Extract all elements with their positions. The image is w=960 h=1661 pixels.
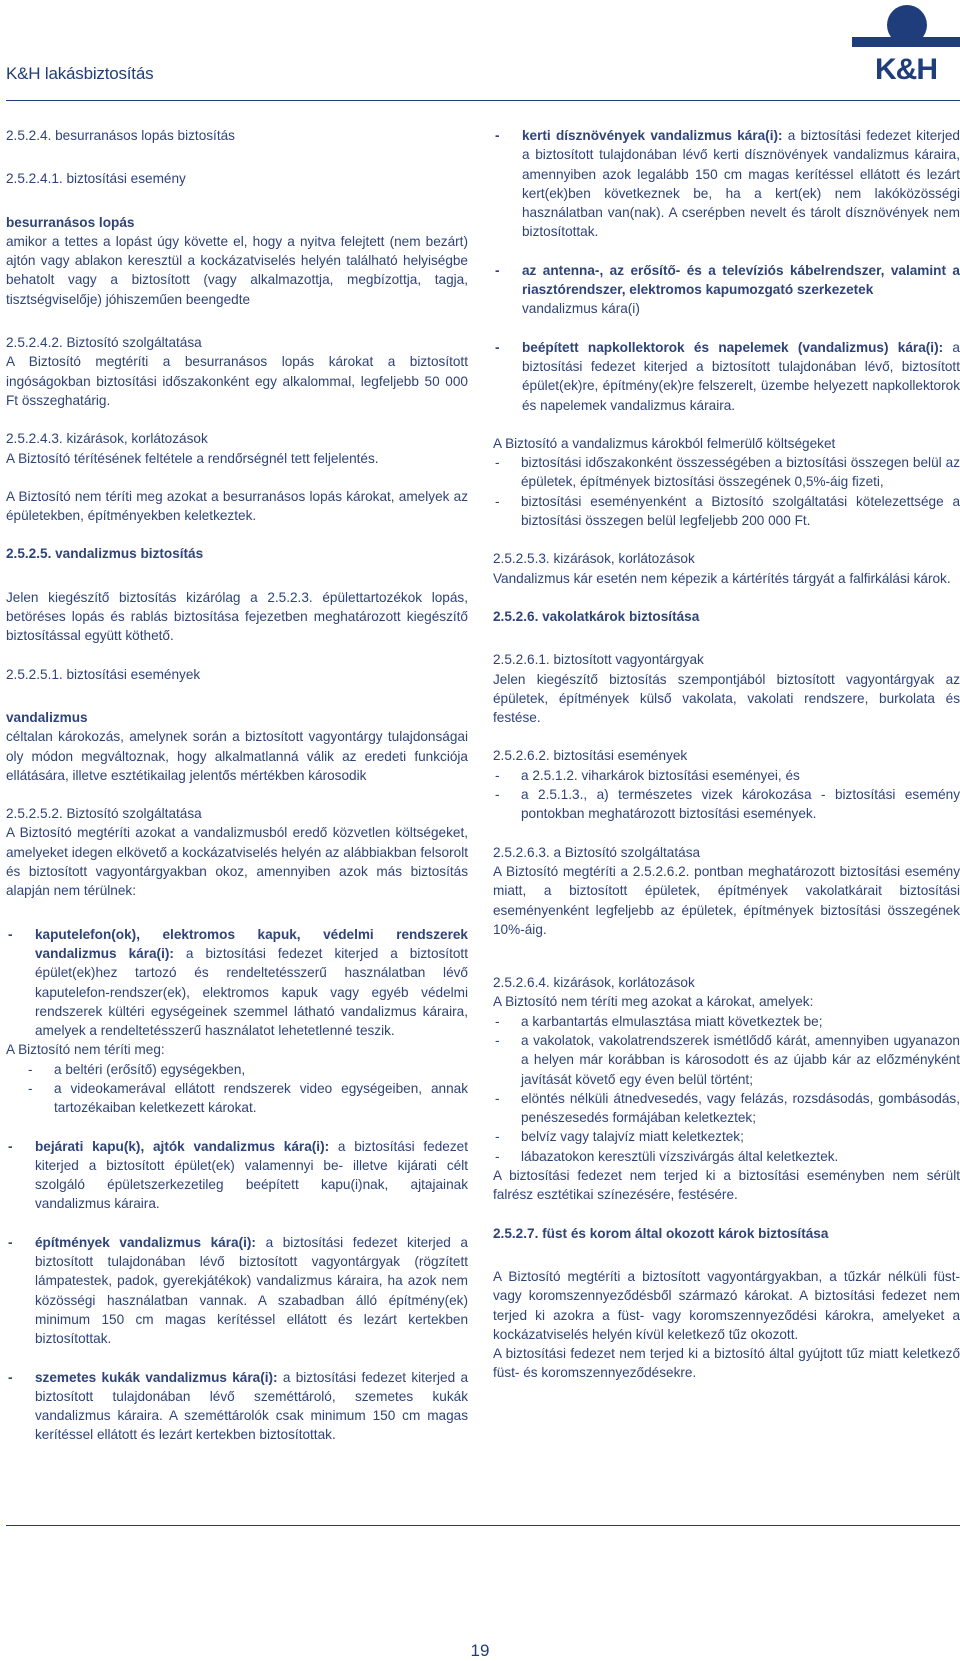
subsection-heading: 2.5.2.4.2. Biztosító szolgáltatása — [6, 335, 202, 351]
item-title: az antenna-, az erősítő- és a televíziós kábelrendszer, valamint a riasztórendszer, elektromos kapumozgató szerkezetek — [522, 262, 960, 298]
header-divider — [6, 100, 960, 101]
left-column — [6, 126, 468, 1445]
paragraph: Jelen kiegészítő biztosítás kizárólag a 2.5.2.3. épülettartozékok lopás, betöréses lopás és rablás biztosítása fejezetben meghatározott kiegészítő biztosítással együtt köthető. — [6, 589, 468, 644]
item-title: építmények vandalizmus kára(i): — [35, 1234, 256, 1250]
item-text: a biztosítási fedezet kiterjed a biztosított tulajdonában lévő szeméttároló, szemetes kukák vandalizmus káraira. A szeméttárolók csak minimum 150 cm magas kerítéssel ellátott és lezárt kertekben biztosítottak. — [35, 1369, 468, 1443]
costs-list — [473, 453, 960, 530]
subsection-heading: 2.5.2.5.3. kizárások, korlátozások — [493, 551, 695, 567]
list-item — [6, 1233, 468, 1349]
section-heading: 2.5.2.6. vakolatkárok biztosítása — [493, 608, 700, 624]
section-heading: 2.5.2.5. vandalizmus biztosítás — [6, 546, 204, 562]
paragraph: amikor a tettes a lopást úgy követte el, hogy a nyitva felejtett (nem bezárt) ajtón vagy ablakon keresztül a kockázatviselés helyén található helyiségbe behatolt vagy a biztosított (vagy alkalmazottja, megbízottja, tagja, tisztségviselője) jóhiszeműen beengedte — [6, 233, 468, 307]
list-item — [6, 925, 468, 1118]
item-text: a biztosítási fedezet kiterjed a biztosított épület(ek)hez tartozó és rendeltetésszerű használatban lévő kaputelefon-rendszer(ek), elektromos kapuk vagy egyéb védelmi rendszerek kültéri egységeinek szemmel látható vandalizmus káraira, amelyek a rendeltetésszerű használatot lehetetlenné teszik. — [35, 945, 468, 1039]
list-item: - biztosítási eseményenként a Biztosító szolgáltatási kötelezettsége a biztosítási összegen belül legfeljebb 200 000 Ft. — [473, 492, 960, 531]
paragraph: A Biztosító megtéríti a 2.5.2.6.2. pontban meghatározott biztosítási esemény miatt, a biztosított épületek, építmények vakolatkárait biztosítási eseményenként legfeljebb az épületek, építmények biztosítási összegének 10%-áig. — [493, 863, 960, 937]
section-heading: 2.5.2.4. besurranásos lopás biztosítás — [6, 128, 235, 143]
list-item: - a 2.5.1.2. viharkárok biztosítási eseményei, és — [473, 766, 960, 785]
page-header — [0, 0, 960, 100]
term-title: besurranásos lopás — [6, 214, 135, 230]
paragraph: Jelen kiegészítő biztosítás szempontjából biztosított vagyontárgyak az épületek, építmények külső vakolata, vakolati rendszere, burkolata és festése. — [493, 671, 960, 726]
item-text: a biztosítási fedezet kiterjed a biztosított tulajdonában lévő biztosított vagyontárgyak (rögzített lámpatestek, padok, gyerekjátékok) vandalizmus káraira, ha azok nem közösségi használatban vannak. A szabadban álló építmény(ek) minimum 150 cm magas kerítéssel ellátott és lezárt kertekben biztosítottak. — [35, 1234, 468, 1347]
list-item: - a beltéri (erősítő) egységekben, — [6, 1060, 468, 1079]
list-item: - a vakolatok, vakolatrendszerek ismétlődő kárát, amennyiben ugyanazon a helyen már korábban is károsodott és az újabb kár az előzményként javítását követő egy éven belül történt; — [473, 1031, 960, 1089]
paragraph: A Biztosító a vandalizmus károkból felmerülő költségeket — [493, 435, 836, 451]
list-item: - belvíz vagy talajvíz miatt keletkeztek; — [473, 1127, 960, 1146]
list-item: - a videokamerával ellátott rendszerek video egységeiben, annak tartozékaiban keletkezett károkat. — [6, 1079, 468, 1118]
list-item: - lábazatokon keresztüli vízszivárgás által keletkeztek. — [473, 1147, 960, 1166]
item-title: kerti dísznövények vandalizmus kára(i): — [522, 128, 783, 143]
subsection-heading: 2.5.2.6.3. a Biztosító szolgáltatása — [493, 844, 701, 860]
subsection-heading: 2.5.2.4.1. biztosítási esemény — [6, 171, 186, 187]
section-heading: 2.5.2.7. füst és korom által okozott károk biztosítása — [493, 1225, 829, 1241]
item-text: a biztosítási fedezet kiterjed a biztosított tulajdonában lévő kerti dísznövények vandalizmus káraira, amennyiben azok legalább 150 cm magas kerítéssel ellátott és lezárt kert(ek)ben következnek be, ha a kert(ek) nem lakóközösségi használatban van(nak). A cserépben nevelt és tárolt dísznövények nem biztosítottak. — [522, 128, 960, 240]
coverage-list-continued — [493, 126, 960, 415]
footer-divider — [6, 1525, 960, 1526]
term-title: vandalizmus — [6, 709, 88, 725]
subsection-heading: 2.5.2.6.2. biztosítási események — [493, 748, 688, 764]
paragraph: A Biztosító nem téríti meg azokat a károkat, amelyek: — [493, 994, 814, 1010]
paragraph: A Biztosító megtéríti a besurranásos lopás károkat a biztosított ingóságokban biztosítási időszakonként egy alkalommal, legfeljebb 50 000 Ft összeghatárig. — [6, 354, 468, 408]
item-title: bejárati kapu(k), ajtók vandalizmus kára(i): — [35, 1138, 330, 1154]
item-text: a biztosítási fedezet kiterjed a biztosított épület(ek) valamennyi be- illetve kijárati célt szolgáló épületszerkezetileg beépített kapu(i)nak, ajtajainak vandalizmus káraira. — [35, 1138, 468, 1212]
page-number: 19 — [470, 1641, 490, 1660]
paragraph: A Biztosító megtéríti azokat a vandalizmusból eredő közvetlen költségeket, amelyeket idegen elkövető a kockázatviselés helyén az alábbiakban felsorolt és biztosított vagyontárgyakban okoz, amennyiben azok más biztosítás alapján nem térülnek: — [6, 825, 468, 899]
paragraph: céltalan károkozás, amelynek során a biztosított vagyontárgy tulajdonságai oly módon megváltoznak, hogy alkalmatlanná válik az eredeti funkciója ellátására, illetve esztétikailag jelentős mértékben károsodik — [6, 729, 468, 783]
logo-text: K&H — [875, 53, 937, 86]
document-title: K&H lakásbiztosítás — [6, 64, 154, 83]
subsection-heading: 2.5.2.4.3. kizárások, korlátozások — [6, 431, 208, 447]
list-item — [6, 1368, 468, 1445]
paragraph: A Biztosító megtéríti a biztosított vagyontárgyakban, a tűzkár nélküli füst- vagy koromszennyeződésből származó károkat. A biztosítási fedezet nem terjed ki azokra a füst- vagy koromszennyeződési károkra, amelyeket a kockázatviselés helyén kívül keletkező tűz okozott. — [493, 1268, 960, 1342]
subsection-heading: 2.5.2.6.4. kizárások, korlátozások — [493, 975, 695, 991]
logo-mark-icon — [852, 3, 960, 53]
subsection-heading: 2.5.2.5.2. Biztosító szolgáltatása — [6, 806, 202, 822]
coverage-list — [6, 925, 468, 1445]
item-title: szemetes kukák vandalizmus kára(i): — [35, 1369, 278, 1385]
paragraph: A Biztosító nem téríti meg azokat a besurranásos lopás károkat, amelyek az épületekben, építményekben keletkeztek. — [6, 488, 468, 524]
item-title: kaputelefon(ok), elektromos kapuk, védelmi rendszerek vandalizmus kára(i): — [35, 926, 468, 961]
list-item — [493, 261, 960, 319]
exclusions-list — [473, 1012, 960, 1166]
item-text: a biztosítási fedezet kiterjed a biztosított tulajdonában lévő, biztosított épület(ek)re, építmény(ek)re felszerelt, üzembe helyezett napkollektorok és napelemek vandalizmus káraira. — [522, 339, 960, 413]
list-item — [493, 126, 960, 242]
subsection-heading: 2.5.2.6.1. biztosított vagyontárgyak — [493, 652, 704, 668]
subsection-heading: 2.5.2.5.1. biztosítási események — [6, 666, 201, 682]
paragraph: Vandalizmus kár esetén nem képezik a kártérítés tárgyát a falfirkálási károk. — [493, 570, 951, 586]
right-column — [493, 126, 960, 1383]
paragraph: A biztosítási fedezet nem terjed ki a biztosító által gyújtott tűz miatt keletkező füst- és koromszennyeződésekre. — [493, 1346, 960, 1381]
exclusion-intro: A Biztosító nem téríti meg: — [6, 1042, 165, 1058]
list-item: - a karbantartás elmulasztása miatt következtek be; — [473, 1012, 960, 1031]
item-text: vandalizmus kára(i) — [522, 301, 640, 317]
list-item: - elöntés nélküli átnedvesedés, vagy felázás, rozsdásodás, gombásodás, penészesedés formájában keletkeztek; — [473, 1089, 960, 1128]
events-list — [473, 766, 960, 824]
paragraph: A Biztosító térítésének feltétele a rendőrségnél tett feljelentés. — [6, 450, 379, 466]
paragraph: A biztosítási fedezet nem terjed ki a biztosítási eseményben nem sérült falrész esztétikai színezésére, festésére. — [493, 1168, 960, 1203]
item-title: beépített napkollektorok és napelemek (vandalizmus) kára(i): — [522, 339, 944, 355]
list-item: - a 2.5.1.3., a) természetes vizek károkozása - biztosítási esemény pontokban meghatározott biztosítási események. — [473, 785, 960, 824]
exclusion-list — [6, 1060, 468, 1118]
kh-logo — [852, 3, 960, 87]
list-item: - biztosítási időszakonként összességében a biztosítási összegen belül az épületek, építmények biztosítási összegének 0,5%-áig fizeti, — [473, 453, 960, 492]
list-item — [493, 338, 960, 415]
list-item — [6, 1137, 468, 1214]
